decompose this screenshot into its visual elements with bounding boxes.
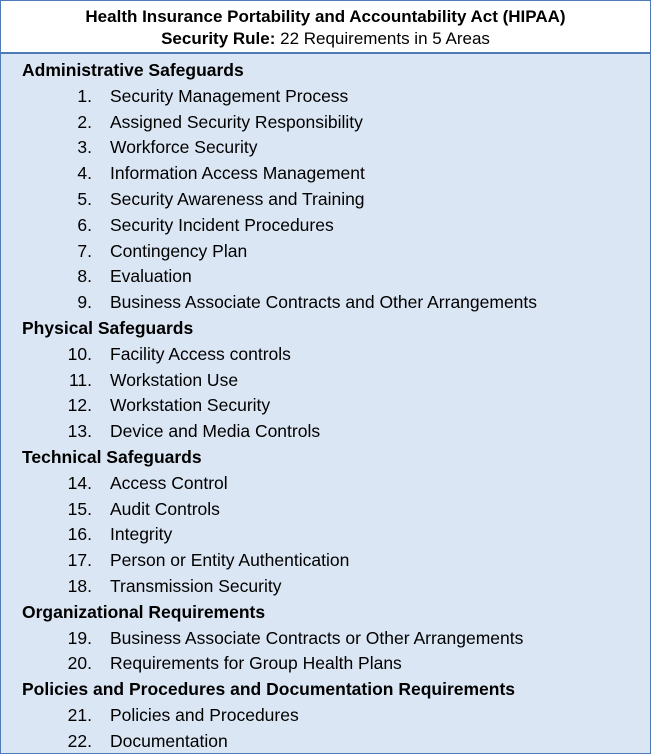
list-item — [22, 239, 650, 265]
list-item — [22, 729, 650, 755]
item-number: 22. — [67, 730, 92, 751]
item-label: Security Awareness and Training — [110, 188, 365, 209]
item-label: Documentation — [110, 730, 228, 751]
list-item — [22, 135, 650, 161]
item-label: Policies and Procedures — [110, 704, 299, 725]
item-number: 3. — [77, 137, 92, 158]
list-item — [22, 497, 650, 523]
section-title: Administrative Safeguards — [22, 60, 244, 80]
section-title: Organizational Requirements — [22, 601, 266, 622]
list-item — [22, 471, 650, 497]
list-item — [22, 161, 650, 187]
item-label: Audit Controls — [110, 498, 220, 519]
item-label: Access Control — [110, 472, 228, 493]
item-label: Business Associate Contracts or Other Arrangements — [110, 627, 524, 648]
item-number: 1. — [77, 85, 92, 106]
item-number: 21. — [67, 704, 92, 725]
item-label: Device and Media Controls — [110, 421, 321, 442]
section-organizational — [22, 600, 650, 677]
item-label: Business Associate Contracts and Other Arrangements — [110, 292, 538, 313]
item-number: 20. — [67, 653, 92, 674]
item-number: 5. — [77, 188, 92, 209]
list-item — [22, 342, 650, 368]
list-item — [22, 574, 650, 600]
item-number: 14. — [67, 472, 92, 493]
item-label: Facility Access controls — [110, 343, 291, 364]
list-item — [22, 651, 650, 677]
section-physical — [22, 316, 650, 445]
header-subtitle-rest: 22 Requirements in 5 Areas — [275, 29, 490, 48]
list-item — [22, 264, 650, 290]
list-item — [22, 703, 650, 729]
header-title: Health Insurance Portability and Accountability Act (HIPAA) — [85, 7, 566, 26]
item-label: Evaluation — [110, 266, 192, 287]
item-number: 12. — [67, 395, 92, 416]
list-item — [22, 626, 650, 652]
item-number: 4. — [77, 163, 92, 184]
item-number: 15. — [67, 498, 92, 519]
list-item — [22, 290, 650, 316]
list-item — [22, 213, 650, 239]
list-item — [22, 110, 650, 136]
item-label: Security Incident Procedures — [110, 214, 334, 235]
list-item — [22, 548, 650, 574]
item-number: 11. — [68, 369, 92, 390]
item-number: 7. — [77, 240, 92, 261]
table-header — [1, 1, 650, 54]
item-label: Assigned Security Responsibility — [110, 111, 363, 132]
list-item — [22, 84, 650, 110]
item-number: 9. — [77, 292, 92, 313]
item-label: Person or Entity Authentication — [110, 550, 350, 571]
table-body — [1, 54, 650, 755]
list-item — [22, 419, 650, 445]
section-title: Physical Safeguards — [22, 317, 194, 338]
item-number: 2. — [77, 111, 92, 132]
item-number: 10. — [67, 343, 92, 364]
item-label: Workstation Security — [110, 395, 271, 416]
section-administrative — [22, 58, 650, 316]
item-label: Integrity — [110, 524, 173, 545]
item-number: 6. — [77, 214, 92, 235]
item-number: 17. — [67, 550, 92, 571]
list-item — [22, 393, 650, 419]
header-subtitle-bold: Security Rule: — [161, 29, 276, 48]
item-number: 8. — [77, 266, 92, 287]
section-policies — [22, 677, 650, 754]
item-number: 19. — [67, 627, 92, 648]
item-label: Security Management Process — [110, 85, 349, 106]
item-number: 18. — [67, 575, 92, 596]
header-subtitle — [1, 28, 650, 50]
section-technical — [22, 445, 650, 600]
item-label: Transmission Security — [110, 575, 282, 596]
item-label: Requirements for Group Health Plans — [110, 653, 402, 674]
item-label: Workforce Security — [110, 137, 258, 158]
item-label: Information Access Management — [110, 163, 365, 184]
section-title: Policies and Procedures and Documentation Requirements — [22, 679, 516, 700]
list-item — [22, 522, 650, 548]
item-label: Workstation Use — [110, 369, 239, 390]
list-item — [22, 187, 650, 213]
item-label: Contingency Plan — [110, 240, 248, 261]
section-title: Technical Safeguards — [22, 446, 202, 467]
item-number: 16. — [67, 524, 92, 545]
list-item — [22, 368, 650, 394]
item-number: 13. — [67, 421, 92, 442]
